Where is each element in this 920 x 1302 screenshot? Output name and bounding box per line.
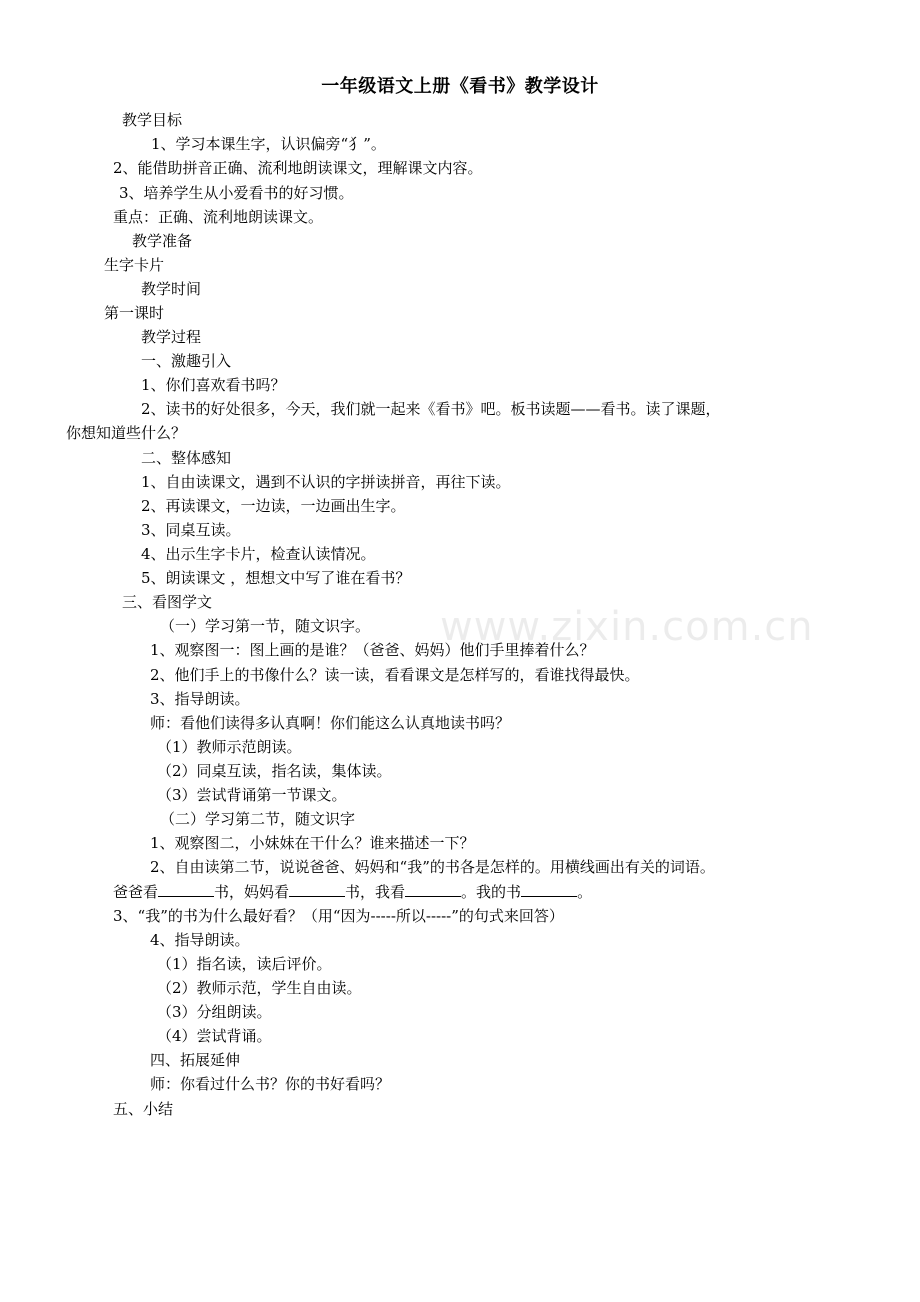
paragraph: 2、能借助拼音正确、流利地朗读课文，理解课文内容。 <box>113 159 483 177</box>
fill-in-blank-line <box>113 882 592 902</box>
paragraph: （1）教师示范朗读。 <box>157 738 302 756</box>
paragraph: 1、你们喜欢看书吗？ <box>141 376 286 394</box>
paragraph: 2、再读课文，一边读，一边画出生字。 <box>141 497 406 515</box>
paragraph: 4、出示生字卡片，检查认读情况。 <box>141 545 376 563</box>
blank-underline <box>405 882 461 897</box>
paragraph: 师：看他们读得多认真啊！你们能这么认真地读书吗？ <box>150 714 511 732</box>
paragraph: （4）尝试背诵。 <box>157 1027 272 1045</box>
paragraph: 重点：正确、流利地朗读课文。 <box>113 208 324 226</box>
section-heading: 四、拓展延伸 <box>150 1051 241 1069</box>
paragraph: （1）指名读，读后评价。 <box>157 955 332 973</box>
paragraph: 5、朗读课文 ，想想文中写了谁在看书？ <box>141 569 411 587</box>
heading-teaching-time: 教学时间 <box>141 280 202 298</box>
paragraph: 师：你看过什么书？你的书好看吗？ <box>150 1075 391 1093</box>
blank-underline <box>521 882 577 897</box>
paragraph: 1、观察图二，小妹妹在干什么？谁来描述一下？ <box>150 834 475 852</box>
blank-prefix: 爸爸看 <box>113 883 159 901</box>
paragraph: 你想知道些什么？ <box>66 424 187 442</box>
subsection-heading: （一）学习第一节，随文识字。 <box>160 617 371 635</box>
paragraph: （3）分组朗读。 <box>157 1003 272 1021</box>
paragraph: （3）尝试背诵第一节课文。 <box>157 786 347 804</box>
section-heading: 三、看图学文 <box>122 593 213 611</box>
paragraph: 3、培养学生从小爱看书的好习惯。 <box>119 184 354 202</box>
paragraph: 1、自由读课文，遇到不认识的字拼读拼音，再往下读。 <box>141 473 511 491</box>
paragraph: 1、学习本课生字，认识偏旁“犭”。 <box>151 135 386 153</box>
heading-teaching-prep: 教学准备 <box>132 232 193 250</box>
paragraph: 2、读书的好处很多，今天，我们就一起来《看书》吧。板书读题——看书。读了课题， <box>141 400 721 418</box>
paragraph: 2、自由读第二节，说说爸爸、妈妈和“我”的书各是怎样的。用横线画出有关的词语。 <box>150 858 715 876</box>
section-heading: 五、小结 <box>113 1100 174 1118</box>
paragraph: 第一课时 <box>104 304 165 322</box>
paragraph: （2）同桌互读，指名读，集体读。 <box>157 762 392 780</box>
heading-teaching-process: 教学过程 <box>141 328 202 346</box>
blank-suffix: 。 <box>577 883 593 901</box>
paragraph: 2、他们手上的书像什么？读一读，看看课文是怎样写的，看谁找得最快。 <box>150 666 640 684</box>
section-heading: 一、激趣引入 <box>141 352 232 370</box>
blank-underline <box>158 882 214 897</box>
paragraph: 生字卡片 <box>104 256 165 274</box>
paragraph: 1、观察图一：图上画的是谁？（爸爸、妈妈）他们手里捧着什么？ <box>150 641 595 659</box>
blank-text: 。我的书 <box>461 883 522 901</box>
watermark: www.zixin.com.cn <box>440 604 814 650</box>
section-heading: 二、整体感知 <box>141 449 232 467</box>
heading-teaching-goals: 教学目标 <box>122 111 183 129</box>
blank-underline <box>289 882 345 897</box>
document-title: 一年级语文上册《看书》教学设计 <box>321 76 599 97</box>
subsection-heading: （二）学习第二节，随文识字 <box>160 810 356 828</box>
paragraph: 4、指导朗读。 <box>150 931 250 949</box>
blank-text: 书，我看 <box>345 883 406 901</box>
paragraph: （2）教师示范，学生自由读。 <box>157 979 362 997</box>
paragraph: 3、指导朗读。 <box>150 690 250 708</box>
paragraph: 3、同桌互读。 <box>141 521 241 539</box>
paragraph: 3、“我”的书为什么最好看？（用“因为-----所以-----”的句式来回答） <box>113 907 564 925</box>
blank-text: 书，妈妈看 <box>214 883 290 901</box>
